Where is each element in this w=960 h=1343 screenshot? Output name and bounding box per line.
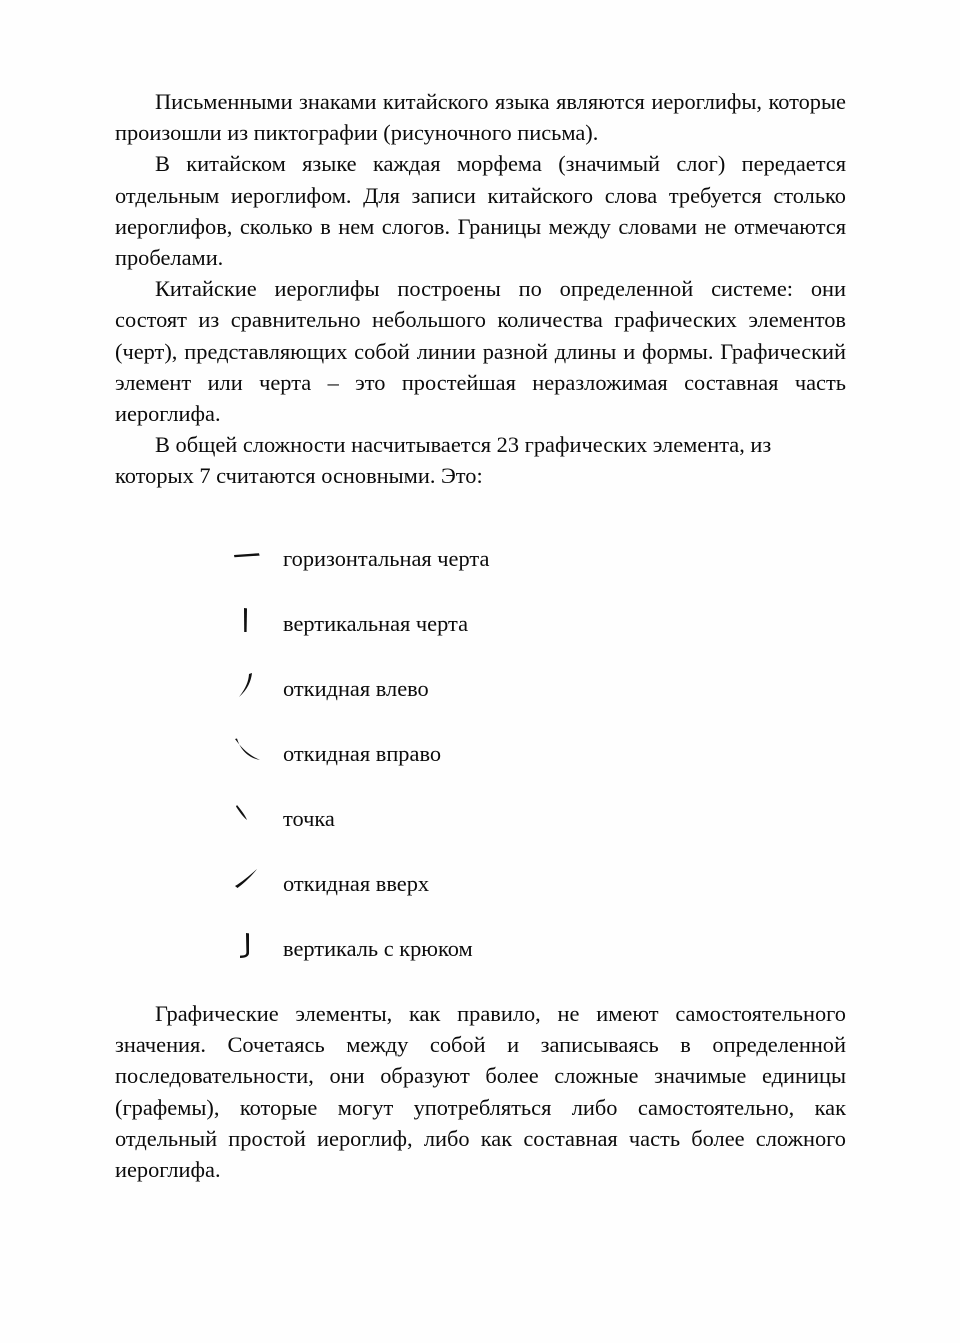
paragraph-element-count: В общей сложности насчитывается 23 графических элемента, из которых 7 считаются основными. Это: <box>115 432 772 489</box>
left-falling-stroke-glyph <box>232 671 280 711</box>
paragraph-writing-system: Письменными знаками китайского языка являются иероглифы, которые произошли из пиктографии (рисуночного письма). <box>115 89 846 146</box>
list-item <box>115 801 846 866</box>
list-item <box>115 736 846 801</box>
horizontal-stroke-glyph <box>232 541 280 581</box>
basic-strokes-list <box>115 541 846 996</box>
list-item <box>115 671 846 736</box>
paragraph-graphemes: Графические элементы, как правило, не имеют самостоятельного значения. Сочетаясь между собой и записываясь в определенной последовательности, они образуют более сложные значимые единицы (графемы), которые могут употребляться либо самостоятельно, как отдельный простой иероглиф, либо как составная часть более сложного иероглифа. <box>115 1001 846 1183</box>
vertical-hook-stroke-glyph <box>232 931 280 971</box>
main-text-column <box>115 86 846 492</box>
list-item <box>115 931 846 996</box>
right-falling-stroke-glyph <box>232 736 280 776</box>
stroke-label: вертикаль с крюком <box>283 936 473 961</box>
rising-stroke-glyph <box>232 866 280 906</box>
list-item <box>115 606 846 671</box>
stroke-label: откидная влево <box>283 676 429 701</box>
stroke-label: вертикальная черта <box>283 611 469 636</box>
paragraph-morpheme: В китайском языке каждая морфема (значимый слог) передается отдельным иероглифом. Для записи китайского слова требуется столько иероглифов, сколько в нем слогов. Границы между словами не отмечаются пробелами. <box>115 151 846 271</box>
dot-stroke-glyph <box>232 801 280 841</box>
stroke-label: откидная вверх <box>283 871 430 896</box>
stroke-label: точка <box>283 806 335 831</box>
list-item <box>115 541 846 606</box>
paragraph-structure: Китайские иероглифы построены по определенной системе: они состоят из сравнительно небольшого количества графических элементов (черт), представляющих собой линии разной длины и формы. Графический элемент или черта – это простейшая неразложимая составная часть иероглифа. <box>115 276 846 427</box>
vertical-stroke-glyph <box>232 606 280 646</box>
list-item <box>115 866 846 931</box>
stroke-label: откидная вправо <box>283 741 442 766</box>
closing-text-column <box>115 998 846 1185</box>
stroke-label: горизонтальная черта <box>283 546 490 571</box>
